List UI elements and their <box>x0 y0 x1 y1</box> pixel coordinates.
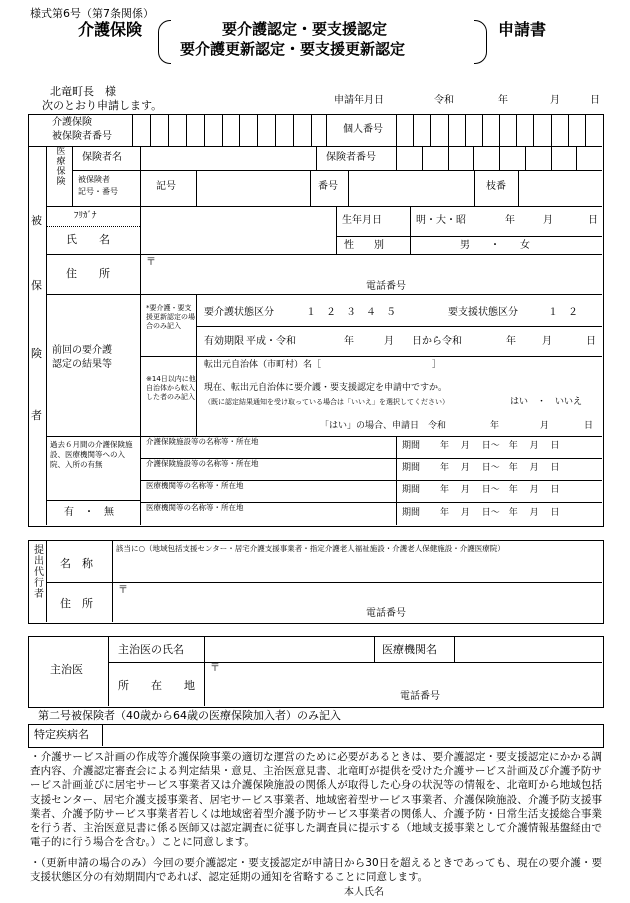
row-line <box>46 436 602 437</box>
row-line <box>46 254 602 255</box>
side-label-ken: 険 <box>31 347 42 360</box>
title-line1: 要介護認定・要支援認定 <box>222 20 388 38</box>
birth-month: 月 <box>543 215 553 226</box>
care-level-label: 要介護状態区分 <box>204 307 274 318</box>
transfer-month: 月 <box>540 421 550 431</box>
insured-symbol-label2: 記号・番号 <box>78 187 118 196</box>
transfer-sub-note: （既に認定結果通知を受け取っている場合は「いいえ」を選択してください） <box>204 398 449 406</box>
birth-label: 生年月日 <box>342 215 382 226</box>
validity-day2: 日 <box>586 336 596 347</box>
secondary-heading: 第二号被保険者（40歳から64歳の医療保険加入者）のみ記入 <box>38 709 341 722</box>
insured-symbol-label1: 被保険者 <box>78 175 110 184</box>
facility-row-2-period-label: 期間 <box>402 463 421 473</box>
side-label-hi: 被 <box>31 214 42 227</box>
agent-note: 該当に○（地域包括支援センター・居宅介護支援事業者・指定介護老人福祉施設・介護老人保健施設・介護医療院） <box>116 544 505 553</box>
birth-year: 年 <box>505 215 515 226</box>
row-line <box>108 662 602 663</box>
update-note: *要介護・要支援更新認定の場合のみ記入 <box>146 304 195 330</box>
shinseisho-title: 申請書 <box>498 20 547 39</box>
birth-era: 明・大・昭 <box>416 215 466 226</box>
name-label: 氏 名 <box>66 233 110 246</box>
col-line <box>410 206 411 254</box>
col-line <box>196 294 197 436</box>
row-line <box>72 170 602 171</box>
validity-to: 日から令和 <box>412 336 462 347</box>
side-label-ho: 保 <box>31 279 42 292</box>
col-line <box>310 170 311 206</box>
my-number-boxes[interactable] <box>396 114 602 146</box>
address-label: 住 所 <box>66 267 110 280</box>
row-line <box>46 500 140 501</box>
insurance-no-label2: 被保険者番号 <box>52 131 112 142</box>
insurer-name-label: 保険者名 <box>82 152 122 163</box>
doctor-label: 主治医 <box>50 663 83 676</box>
date-day: 日 <box>590 95 600 106</box>
birth-day: 日 <box>588 215 598 226</box>
col-line <box>112 540 113 622</box>
doctor-section <box>28 636 604 708</box>
side-label-sha: 者 <box>31 409 42 422</box>
facility-row-4-period-label: 期間 <box>402 508 421 518</box>
col-line <box>140 294 141 436</box>
kigo-label: 記号 <box>156 181 176 192</box>
insurance-no-boxes[interactable] <box>132 114 312 146</box>
transfer-label: 転出元自治体（市町村）名［ <box>204 360 322 370</box>
agent-postal-mark: 〒 <box>118 585 128 596</box>
transfer-close: ］ <box>432 360 442 370</box>
consent-paragraph-2: ・（更新申請の場合のみ）今回の要介護認定・要支援認定が申請日から30日を超えるときであっても、現在の要介護・要支援状態区分の有効期間内であれば、認定延期の通知を省略することに同意します。 <box>30 857 602 884</box>
agent-side-label: 提出代行者 <box>31 544 43 599</box>
doctor-address-label: 所 在 地 <box>118 679 195 692</box>
previous-label1: 前回の要介護 <box>52 345 112 356</box>
postal-mark: 〒 <box>146 257 156 268</box>
edaban-label: 枝番 <box>486 181 506 192</box>
agent-name-label: 名 称 <box>60 557 93 570</box>
facility-row-1-period[interactable]: 年 月 日～ 年 月 日 <box>440 441 560 451</box>
validity-month2: 月 <box>542 336 552 347</box>
title-line2: 要介護更新認定・要支援更新認定 <box>180 40 406 58</box>
row-line <box>140 356 602 357</box>
col-line <box>108 636 109 706</box>
form-number: 様式第6号（第7条関係） <box>30 7 154 20</box>
care-levels[interactable]: １ ２ ３ ４ ５ <box>306 307 396 318</box>
row-line <box>46 294 602 295</box>
col-line <box>336 206 337 254</box>
consent-paragraph-1: ・介護サービス計画の作成等介護保険事業の適切な運営のために必要があるときは、要介護認定・要支援認定にかかる調査内容、介護認定審査会による判定結果・意見、主治医意見書、北竜町が提供を受けた介護サービス計画及び介護予防サービス計画並びに居宅サービス事業者又は介護保険施設の関係人が取得した心身の状況等の情報を、北竜町から地域包括支援センター、居宅介護支援事業者、居宅サービス事業者、地域密着型サービス事業者、介護保険施設、介護予防支援事業者、介護予防サービス事業者若しくは地域密着型介護予防サービス事業者の関係人、介護予防・日常生活支援総合事業を行う者、主治医意見書に係る医師又は認定調査に従事した調査員に提示する（地域支援事業として介護情報基盤経由で電子的に行う場合を含む。）ことに同意します。 <box>30 751 602 849</box>
addressee: 北竜町長 様 <box>50 85 116 98</box>
facility-row-3-period[interactable]: 年 月 日～ 年 月 日 <box>440 485 560 495</box>
my-number-label: 個人番号 <box>343 124 383 135</box>
row-line <box>46 206 602 207</box>
row-line <box>46 582 602 583</box>
facility-label: 過去６月間の介護保険施設、医療機関等への入院、入所の有無 <box>50 440 133 469</box>
col-line <box>316 146 317 170</box>
facility-row-3-period-label: 期間 <box>402 485 421 495</box>
date-label: 申請年月日 <box>334 95 384 106</box>
col-line <box>518 170 519 206</box>
phone-label: 電話番号 <box>366 281 406 292</box>
transfer-note: ※14日以内に他自治体から転入した者のみ記入 <box>146 375 196 401</box>
facility-row-4-period[interactable]: 年 月 日～ 年 月 日 <box>440 508 560 518</box>
dotted-line <box>46 226 140 227</box>
col-line <box>140 254 141 294</box>
facility-row-1-label: 介護保険施設等の名称等・所在地 <box>146 437 259 446</box>
row-line <box>336 236 602 237</box>
facility-yes-no[interactable]: 有 ・ 無 <box>64 507 114 518</box>
insurer-no-boxes[interactable] <box>396 146 602 170</box>
institution-label: 医療機関名 <box>382 643 437 656</box>
facility-row-3-label: 医療機関等の名称等・所在地 <box>146 481 244 490</box>
agent-phone-label: 電話番号 <box>366 608 406 619</box>
col-line <box>102 724 103 746</box>
col-line <box>46 540 47 622</box>
col-line <box>374 636 375 662</box>
validity-label: 有効期限 <box>204 336 244 347</box>
date-era: 令和 <box>434 95 454 106</box>
furigana-label: ﾌﾘｶﾞﾅ <box>74 211 97 221</box>
disease-label: 特定疾病名 <box>34 728 89 741</box>
col-line <box>348 170 349 206</box>
row-line <box>196 326 602 327</box>
signature-label: 本人氏名 <box>344 887 384 898</box>
gender-options[interactable]: 男 ・ 女 <box>460 240 530 251</box>
date-year: 年 <box>498 95 508 106</box>
previous-label2: 認定の結果等 <box>52 359 112 370</box>
col-line <box>454 636 455 662</box>
facility-row-4-label: 医療機関等の名称等・所在地 <box>146 503 244 512</box>
transfer-year: 年 <box>490 421 500 431</box>
validity-month: 月 <box>384 336 394 347</box>
col-line <box>474 170 475 206</box>
facility-row-1-period-label: 期間 <box>402 441 421 451</box>
col-line <box>196 170 197 206</box>
kaigo-hoken-title: 介護保険 <box>78 20 143 39</box>
col-line <box>326 114 327 146</box>
doctor-name-label: 主治医の氏名 <box>118 643 184 656</box>
bracket-right <box>474 20 487 64</box>
transfer-yes-date: 「はい」の場合、申請日 令和 <box>320 421 447 431</box>
medical-label: 医療保険 <box>54 146 65 186</box>
col-line <box>140 146 141 206</box>
doctor-phone-label: 電話番号 <box>400 691 440 702</box>
validity-year: 年 <box>344 336 354 347</box>
doctor-postal-mark: 〒 <box>210 663 220 674</box>
insurance-no-label1: 介護保険 <box>52 117 92 128</box>
disease-box[interactable] <box>28 724 604 748</box>
col-line <box>72 146 73 206</box>
agent-address-label: 住 所 <box>60 597 93 610</box>
gender-label: 性 別 <box>344 240 384 251</box>
transfer-yes-no[interactable]: はい ・ いいえ <box>510 397 583 407</box>
col-line <box>204 636 205 706</box>
validity-era: 平成・令和 <box>246 336 296 347</box>
transfer-question: 現在、転出元自治体に要介護・要支援認定を申請中ですか。 <box>204 383 448 393</box>
intro-text: 次のとおり申請します。 <box>42 99 163 112</box>
date-month: 月 <box>550 95 560 106</box>
bango-label: 番号 <box>318 181 338 192</box>
col-line <box>140 206 141 254</box>
insurer-no-label: 保険者番号 <box>326 152 376 163</box>
support-levels[interactable]: １ ２ <box>548 307 578 318</box>
facility-row-2-label: 介護保険施設等の名称等・所在地 <box>146 459 259 468</box>
validity-year2: 年 <box>506 336 516 347</box>
bracket-left <box>158 20 171 64</box>
facility-row-2-period[interactable]: 年 月 日～ 年 月 日 <box>440 463 560 473</box>
support-level-label: 要支援状態区分 <box>448 307 518 318</box>
transfer-day: 日 <box>584 421 594 431</box>
